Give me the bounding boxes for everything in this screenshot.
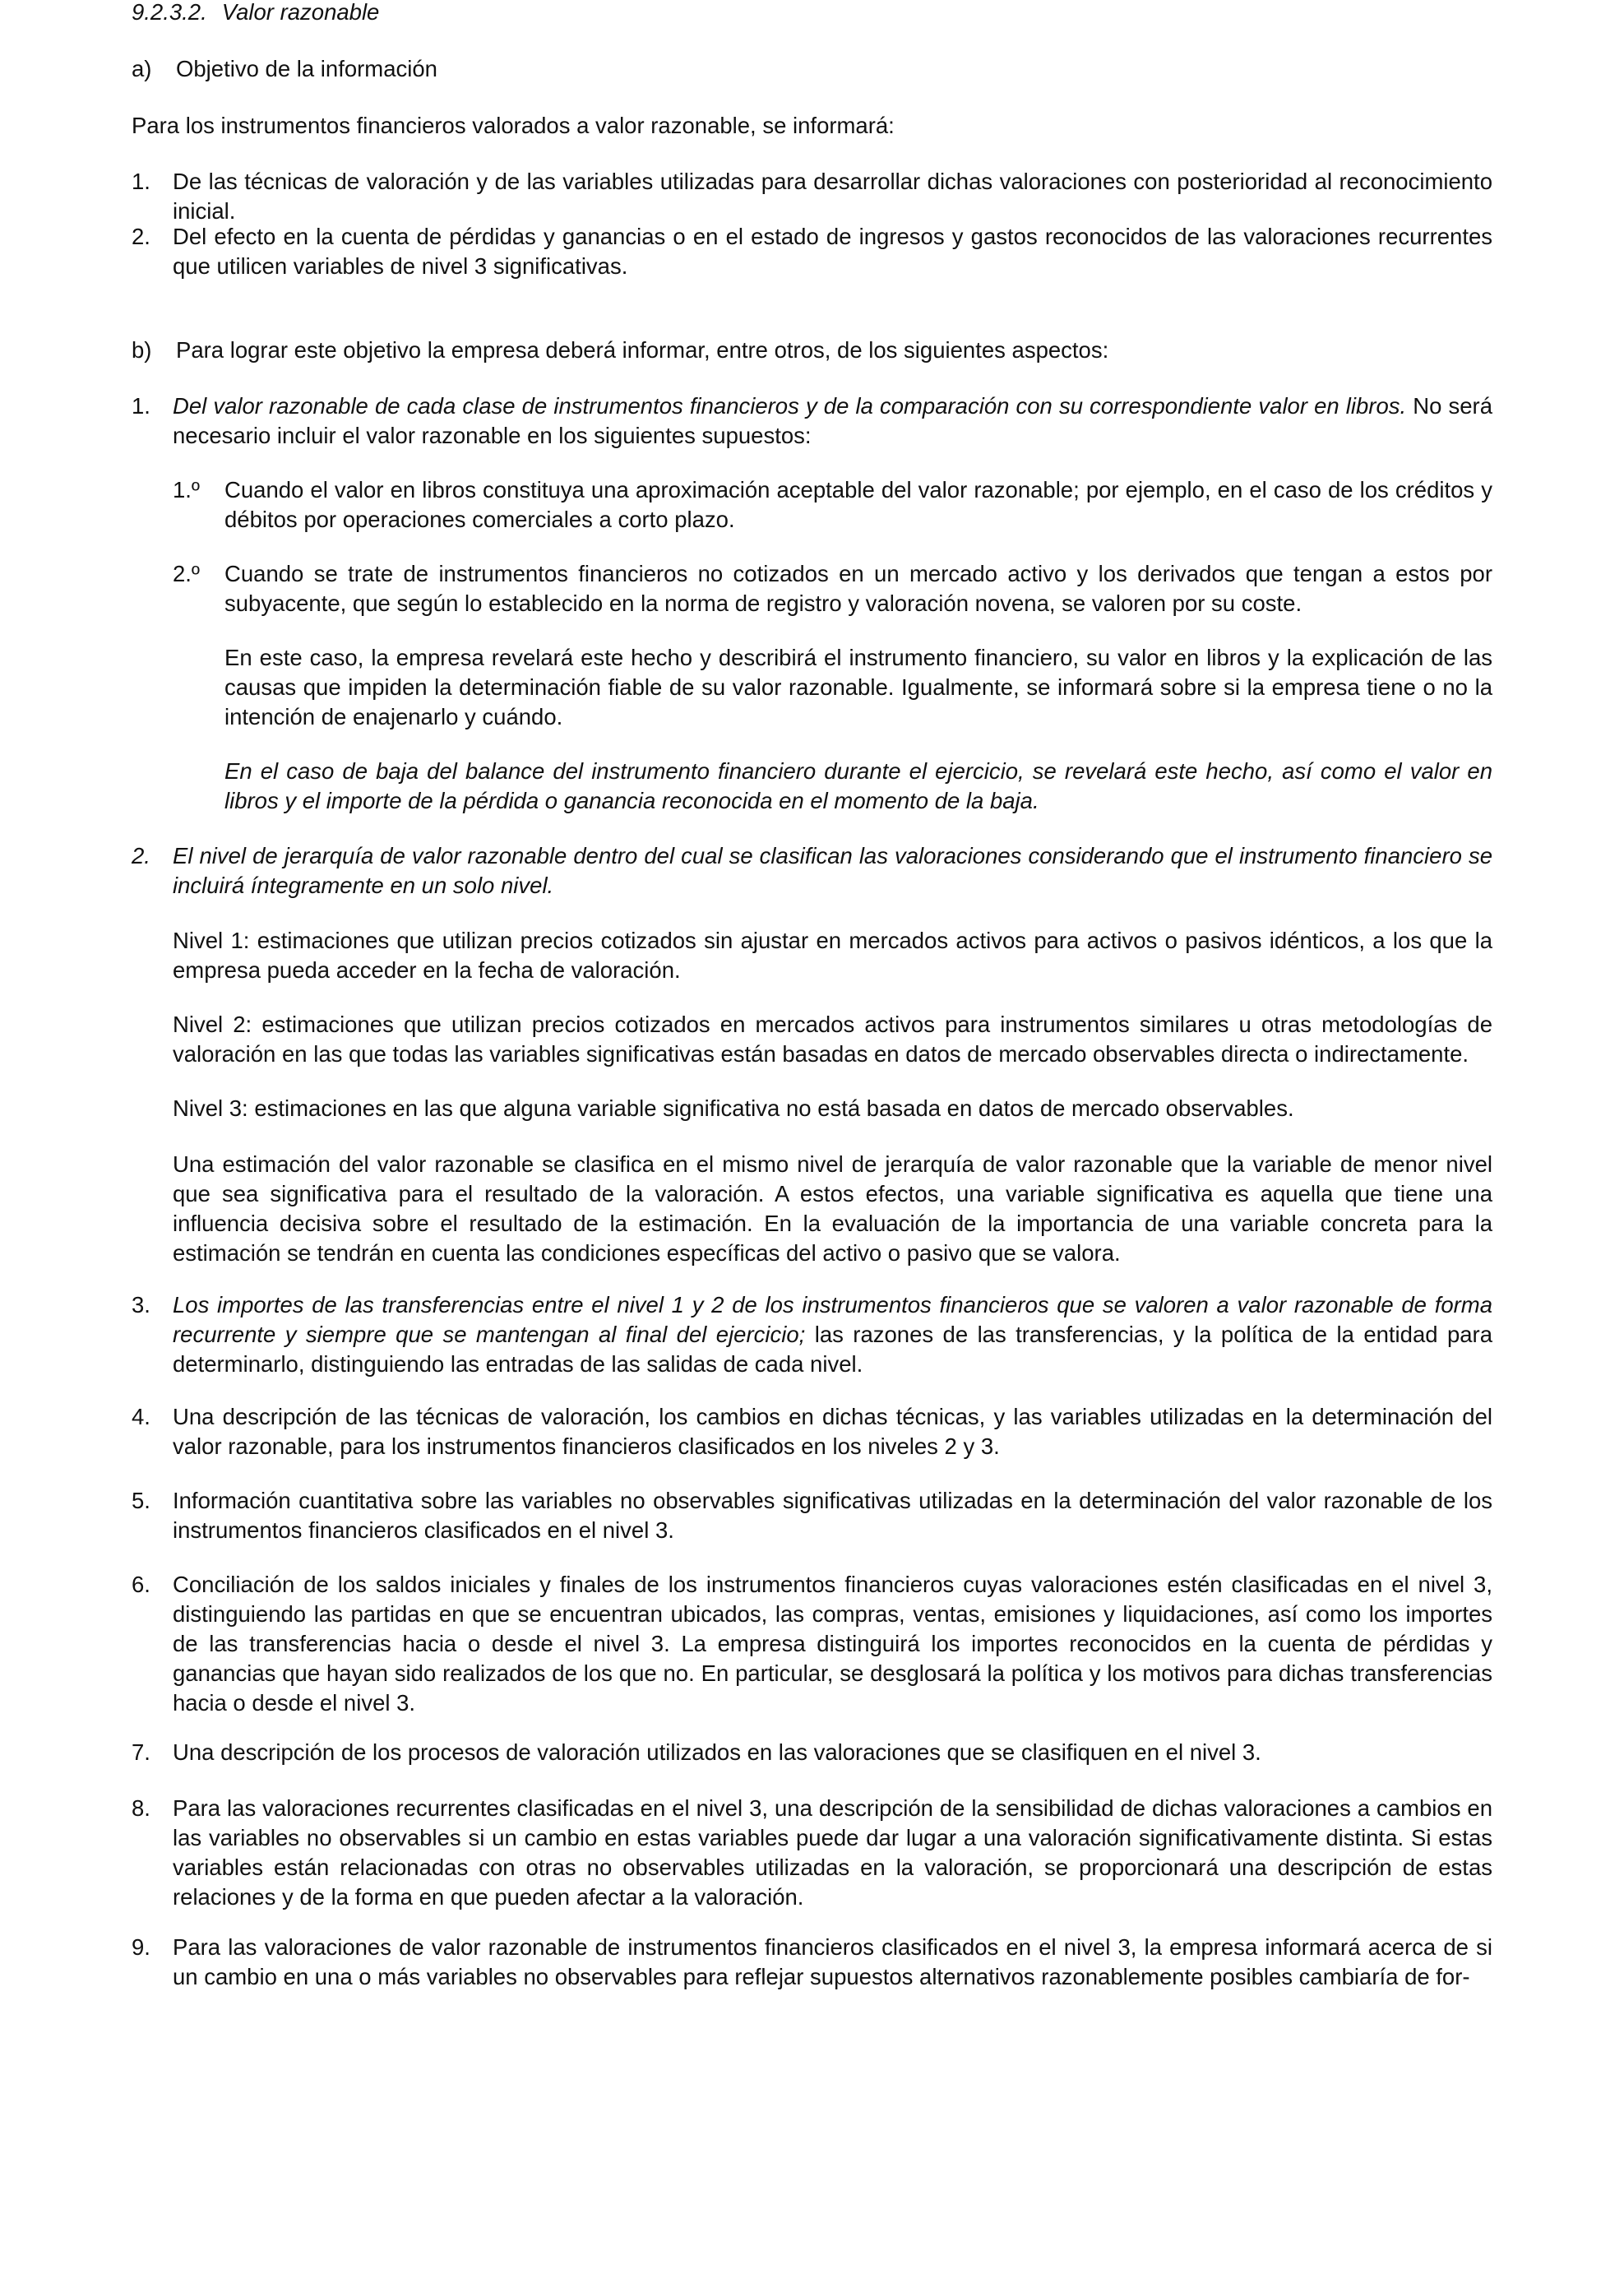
item-rest: las razones de las transferencias, y la política de la entidad para determinarlo, distinguiendo las entradas de las salidas de cada nivel. (173, 1322, 1492, 1377)
list-item-number: 2. (132, 224, 150, 249)
section-title: Valor razonable (221, 0, 380, 25)
list-item (132, 1570, 1492, 1718)
item-italic-lead: Del valor razonable de cada clase de instrumentos financieros y de la comparación con su correspondiente valor en libros. (173, 393, 1407, 419)
level-1-description: Nivel 1: estimaciones que utilizan precios cotizados sin ajustar en mercados activos para activos o pasivos idénticos, a los que la empresa pueda acceder en la fecha de valoración. (173, 928, 1492, 983)
list-item-number: 6. (132, 1572, 150, 1597)
item-rest: No será necesario incluir el valor razonable en los siguientes supuestos: (173, 393, 1492, 448)
list-item-text: Del efecto en la cuenta de pérdidas y ganancias o en el estado de ingresos y gastos reconocidos de las valoraciones recurrentes que utilicen variables de nivel 3 significativas. (173, 224, 1492, 279)
list-item-number: 5. (132, 1488, 150, 1513)
list-item (132, 1290, 1492, 1379)
list-item-number: 4. (132, 1404, 150, 1429)
sub-item-number: 1.º (173, 477, 200, 502)
list-item-text: El nivel de jerarquía de valor razonable dentro del cual se clasifican las valoraciones considerando que el instrumento financiero se incluirá íntegramente en un solo nivel. (173, 843, 1492, 898)
list-item-number: 1. (132, 393, 150, 419)
list-item-text: Conciliación de los saldos iniciales y finales de los instrumentos financieros cuyas valoraciones estén clasificadas en el nivel 3, distinguiendo las partidas en que se encuentran ubicados, las compras, ventas, emisiones y liquidaciones, así como los importes de las transferencias hacia o desde el nivel 3. La empresa distinguirá los importes reconocidos en la cuenta de pérdidas y ganancias que hayan sido realizados de los que no. En particular, se desglosará la política y los motivos para dichas transferencias hacia o desde el nivel 3. (173, 1572, 1492, 1716)
list-item-number: 7. (132, 1739, 150, 1765)
sub-item-text: Cuando se trate de instrumentos financieros no cotizados en un mercado activo y los derivados que tengan a estos por subyacente, que según lo establecido en la norma de registro y valoración novena, se valoren por su coste. (224, 561, 1492, 616)
hierarchy-closing-paragraph: Una estimación del valor razonable se clasifica en el mismo nivel de jerarquía de valor razonable que la variable de menor nivel que sea significativa para el resultado de la valoración. A estos efectos, una variable significativa es aquella que tiene una influencia decisiva sobre el resultado de la estimación. En la evaluación de la importancia de una variable concreta para la estimación se tendrán en cuenta las condiciones específicas del activo o pasivo que se valora. (173, 1151, 1492, 1266)
list-item (132, 1402, 1492, 1461)
list-item (132, 222, 1492, 281)
sub-item-paragraph: En este caso, la empresa revelará este hecho y describirá el instrumento financiero, su valor en libros y la explicación de las causas que impiden la determinación fiable de su valor razonable. Igualmente, se informará sobre si la empresa tiene o no la intención de enajenarlo y cuándo. (224, 645, 1492, 729)
list-item-number: 8. (132, 1795, 150, 1821)
section-heading (132, 0, 379, 27)
list-item-text: De las técnicas de valoración y de las variables utilizadas para desarrollar dichas valoraciones con posterioridad al reconocimiento inicial. (173, 169, 1492, 224)
list-item-text: Para las valoraciones recurrentes clasificadas en el nivel 3, una descripción de la sensibilidad de dichas valoraciones a cambios en las variables no observables si un cambio en estas variables puede dar lugar a una valoración significativamente distinta. Si estas variables están relacionadas con otras no observables utilizadas en la valoración, se proporcionará una descripción de estas relaciones y de la forma en que pueden afectar a la valoración. (173, 1795, 1492, 1910)
sub-item-number: 2.º (173, 561, 200, 586)
sub-item (132, 475, 1492, 535)
list-item-text: Una descripción de las técnicas de valoración, los cambios en dichas técnicas, y las variables utilizadas en la determinación del valor razonable, para los instrumentos financieros clasificados en los niveles 2 y 3. (173, 1404, 1492, 1459)
part-a-heading (132, 54, 1492, 84)
section-number: 9.2.3.2. (132, 0, 207, 25)
list-item (132, 1486, 1492, 1545)
list-item-text (132, 391, 1492, 451)
sub-item-text: Cuando el valor en libros constituya una aproximación aceptable del valor razonable; por ejemplo, en el caso de los créditos y débitos por operaciones comerciales a corto plazo. (224, 477, 1492, 532)
list-item (132, 1794, 1492, 1912)
list-item-text (132, 1290, 1492, 1379)
list-item (132, 1738, 1492, 1767)
list-item-text: Una descripción de los procesos de valoración utilizados en las valoraciones que se clasifiquen en el nivel 3. (173, 1739, 1261, 1765)
part-b-title: Para lograr este objetivo la empresa deberá informar, entre otros, de los siguientes aspectos: (176, 337, 1109, 363)
item-italic-lead: Los importes de las transferencias entre el nivel 1 y 2 de los instrumentos financieros que se valoren a valor razonable de forma recurrente y siempre que se mantengan al final del ejercicio; (173, 1292, 1492, 1347)
list-item (132, 1933, 1492, 1992)
list-item-number: 9. (132, 1934, 150, 1960)
part-a-marker: a) (132, 56, 152, 81)
list-item (132, 391, 1492, 451)
list-item-number: 2. (132, 843, 150, 868)
list-item-text: Información cuantitativa sobre las variables no observables significativas utilizadas en la determinación del valor razonable de los instrumentos financieros clasificados en el nivel 3. (173, 1488, 1492, 1543)
level-2-description: Nivel 2: estimaciones que utilizan precios cotizados en mercados activos para instrumentos similares u otras metodologías de valoración en las que todas las variables significativas están basadas en datos de mercado observables directa o indirectamente. (173, 1012, 1492, 1067)
part-b-marker: b) (132, 337, 152, 363)
sub-item (132, 559, 1492, 618)
part-a-title: Objetivo de la información (176, 56, 437, 81)
list-item (132, 841, 1492, 901)
list-item (132, 167, 1492, 226)
level-3-description: Nivel 3: estimaciones en las que alguna variable significativa no está basada en datos de mercado observables. (173, 1095, 1294, 1121)
part-a-intro: Para los instrumentos financieros valorados a valor razonable, se informará: (132, 113, 895, 138)
list-item-number: 1. (132, 169, 150, 194)
part-b-heading (132, 336, 1492, 365)
list-item-number: 3. (132, 1292, 150, 1317)
sub-item-paragraph-italic: En el caso de baja del balance del instrumento financiero durante el ejercicio, se revelará este hecho, así como el valor en libros y el importe de la pérdida o ganancia reconocida en el momento de la baja. (224, 758, 1492, 813)
list-item-text: Para las valoraciones de valor razonable de instrumentos financieros clasificados en el nivel 3, la empresa informará acerca de si un cambio en una o más variables no observables para reflejar supuestos alternativos razonablemente posibles cambiaría de for- (173, 1934, 1492, 1989)
